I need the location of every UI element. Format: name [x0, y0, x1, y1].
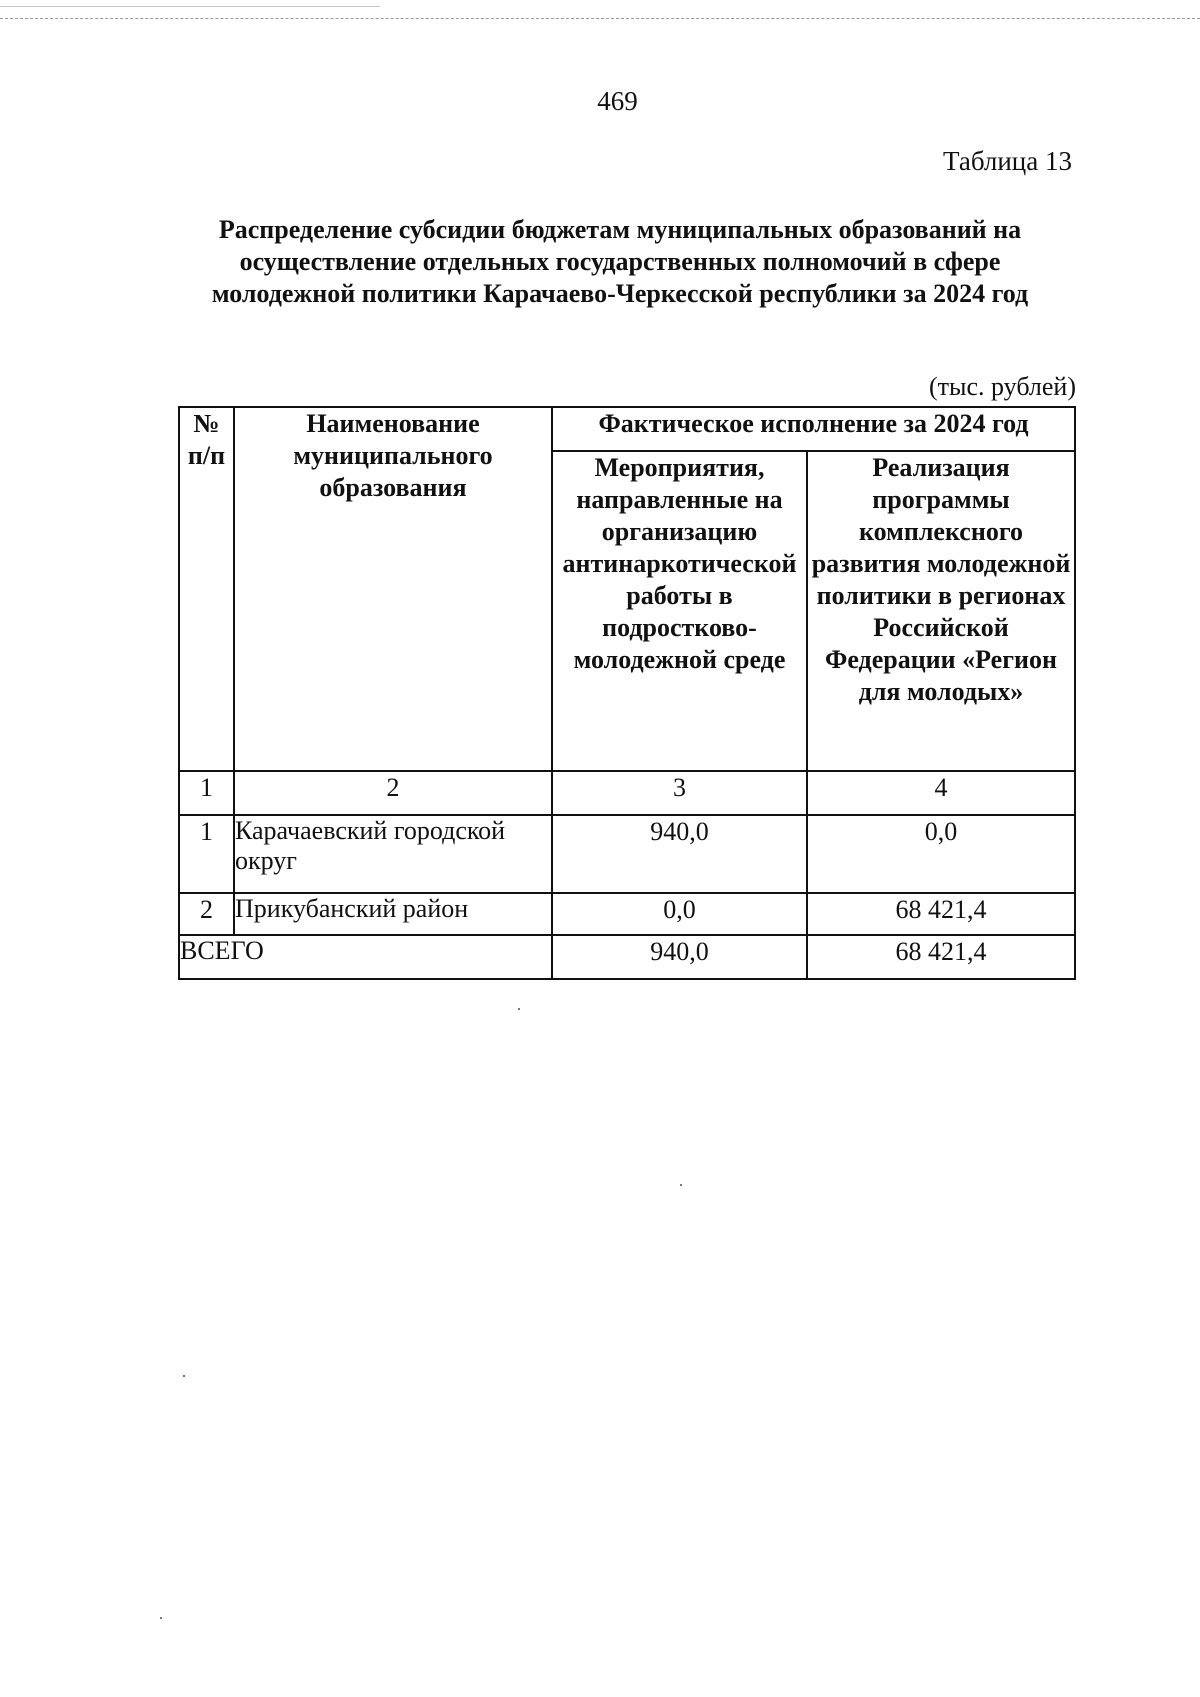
scan-speck: [160, 1617, 162, 1619]
row-num: 1: [179, 815, 234, 893]
scan-speck: [183, 1375, 185, 1377]
scan-speck: [518, 1008, 520, 1010]
column-index: 3: [552, 771, 807, 815]
column-index-row: [179, 771, 1075, 815]
header-name: Наименование муниципального образования: [234, 407, 552, 771]
scan-edge-top: [0, 6, 380, 7]
row-value-2: 68 421,4: [807, 893, 1075, 935]
header-v1: Мероприятия, направленные на организацию антинаркотической работы в подростково-молодежной среде: [552, 451, 807, 771]
units-note: (тыс. рублей): [928, 372, 1076, 401]
table-label: Таблица 13: [943, 146, 1072, 176]
total-label: ВСЕГО: [179, 935, 552, 979]
header-num: № п/п: [179, 407, 234, 771]
total-value-1: 940,0: [552, 935, 807, 979]
row-num: 2: [179, 893, 234, 935]
row-value-1: 0,0: [552, 893, 807, 935]
subsidy-table: [178, 406, 1076, 980]
table-row: [179, 815, 1075, 893]
row-value-1: 940,0: [552, 815, 807, 893]
title-line-3: молодежной политики Карачаево-Черкесской республики за 2024 год: [211, 279, 1029, 308]
scan-speck: [680, 1184, 682, 1186]
table-row: [179, 893, 1075, 935]
title-line-2: осуществление отдельных государственных полномочий в сфере: [239, 247, 1001, 276]
total-value-2: 68 421,4: [807, 935, 1075, 979]
table-header-row: [179, 407, 1075, 451]
total-row: [179, 935, 1075, 979]
column-index: 1: [179, 771, 234, 815]
header-group: Фактическое исполнение за 2024 год: [552, 407, 1075, 451]
title-line-1: Распределение субсидии бюджетам муниципальных образований на: [218, 215, 1022, 244]
page-number: 469: [597, 86, 638, 116]
column-index: 2: [234, 771, 552, 815]
column-index: 4: [807, 771, 1075, 815]
document-title: [160, 214, 1080, 310]
row-name: Карачаевский городской округ: [234, 815, 552, 893]
header-v2: Реализация программы комплексного развития молодежной политики в регионах Российской Федерации «Регион для молодых»: [807, 451, 1075, 771]
scan-edge-line: [0, 18, 1200, 19]
row-value-2: 0,0: [807, 815, 1075, 893]
row-name: Прикубанский район: [234, 893, 552, 935]
